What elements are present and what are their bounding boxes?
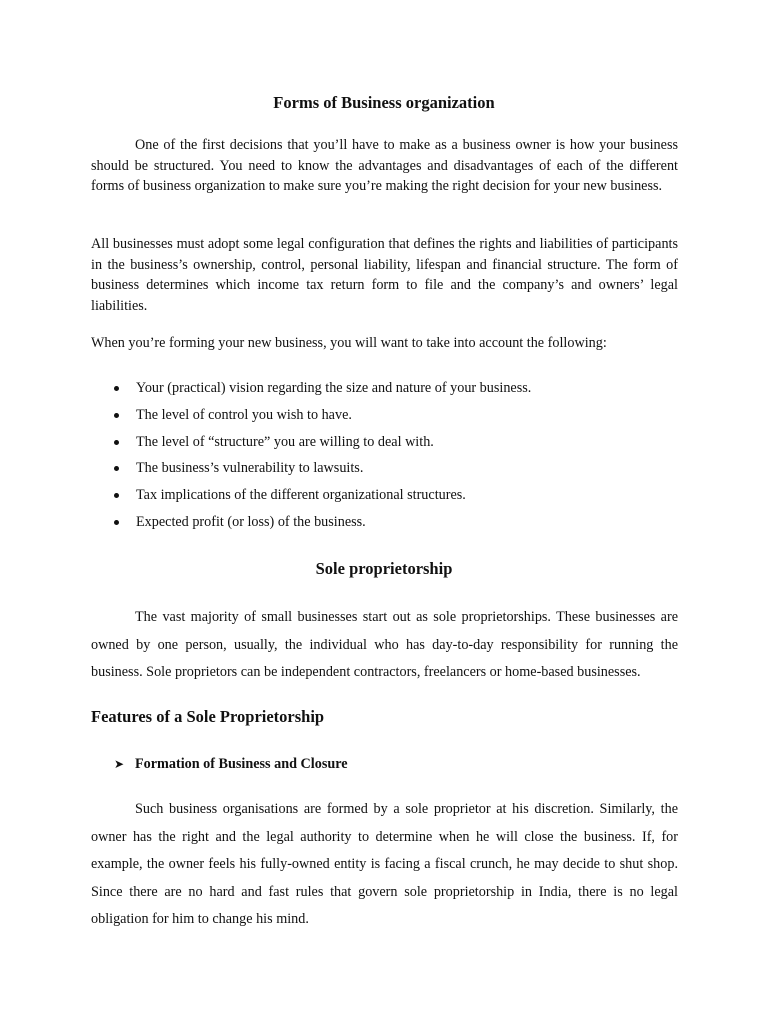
bullet-dot-icon [114, 386, 119, 391]
bullet-dot-icon [114, 413, 119, 418]
list-item-text: The business’s vulnerability to lawsuits. [136, 460, 364, 477]
list-item-text: The level of control you wish to have. [136, 406, 352, 423]
list-item-text: Expected profit (or loss) of the business. [136, 513, 366, 530]
list-item-text: Tax implications of the different organizational structures. [136, 487, 466, 504]
list-item [112, 405, 692, 432]
list-item [112, 485, 692, 512]
list-item [112, 378, 692, 405]
bullet-dot-icon [114, 493, 119, 498]
list-item [112, 512, 692, 539]
feature-item-title: Formation of Business and Closure [135, 756, 348, 772]
feature-item-heading [114, 754, 348, 774]
list-item [112, 458, 692, 485]
section-heading-sole-proprietorship: Sole proprietorship [315, 559, 453, 578]
considerations-intro-paragraph: When you’re forming your new business, you will want to take into account the following: [91, 335, 607, 351]
list-item-text: The level of “structure” you are willing to deal with. [136, 433, 434, 450]
intro-paragraph: One of the first decisions that you’ll have to make as a business owner is how your business should be structured. You need to know the advantages and disadvantages of each of the different forms of business organization to make sure you’re making the right decision for your new business. [91, 137, 678, 195]
list-item-text: Your (practical) vision regarding the size and nature of your business. [136, 380, 532, 396]
features-heading: Features of a Sole Proprietorship [91, 707, 325, 726]
formation-closure-paragraph: Such business organisations are formed by a sole proprietor at his discretion. Similarly, the owner has the right and the legal authority to determine when he will close the business. If, for example, the owner feels his fully-owned entity is facing a fiscal crunch, he may decide to shut shop. Since there are no hard and fast rules that govern sole proprietorship in India, there is no legal obligation for him to change his mind. [91, 801, 678, 927]
document-title: Forms of Business organization [273, 93, 495, 112]
bullet-dot-icon [114, 466, 119, 471]
considerations-list [112, 378, 692, 539]
bullet-dot-icon [114, 440, 119, 445]
bullet-dot-icon [114, 520, 119, 525]
list-item [112, 432, 692, 459]
sole-proprietorship-paragraph: The vast majority of small businesses start out as sole proprietorships. These businesses are owned by one person, usually, the individual who has day-to-day responsibility for running the business. Sole proprietors can be independent contractors, freelancers or home-based businesses. [91, 609, 678, 680]
legal-configuration-paragraph: All businesses must adopt some legal configuration that defines the rights and liabilities of participants in the business’s ownership, control, personal liability, lifespan and financial structure. The form of business determines which income tax return form to file and the company’s and owners’ legal liabilities. [91, 236, 678, 315]
arrowhead-bullet-icon: ➤ [114, 757, 125, 771]
